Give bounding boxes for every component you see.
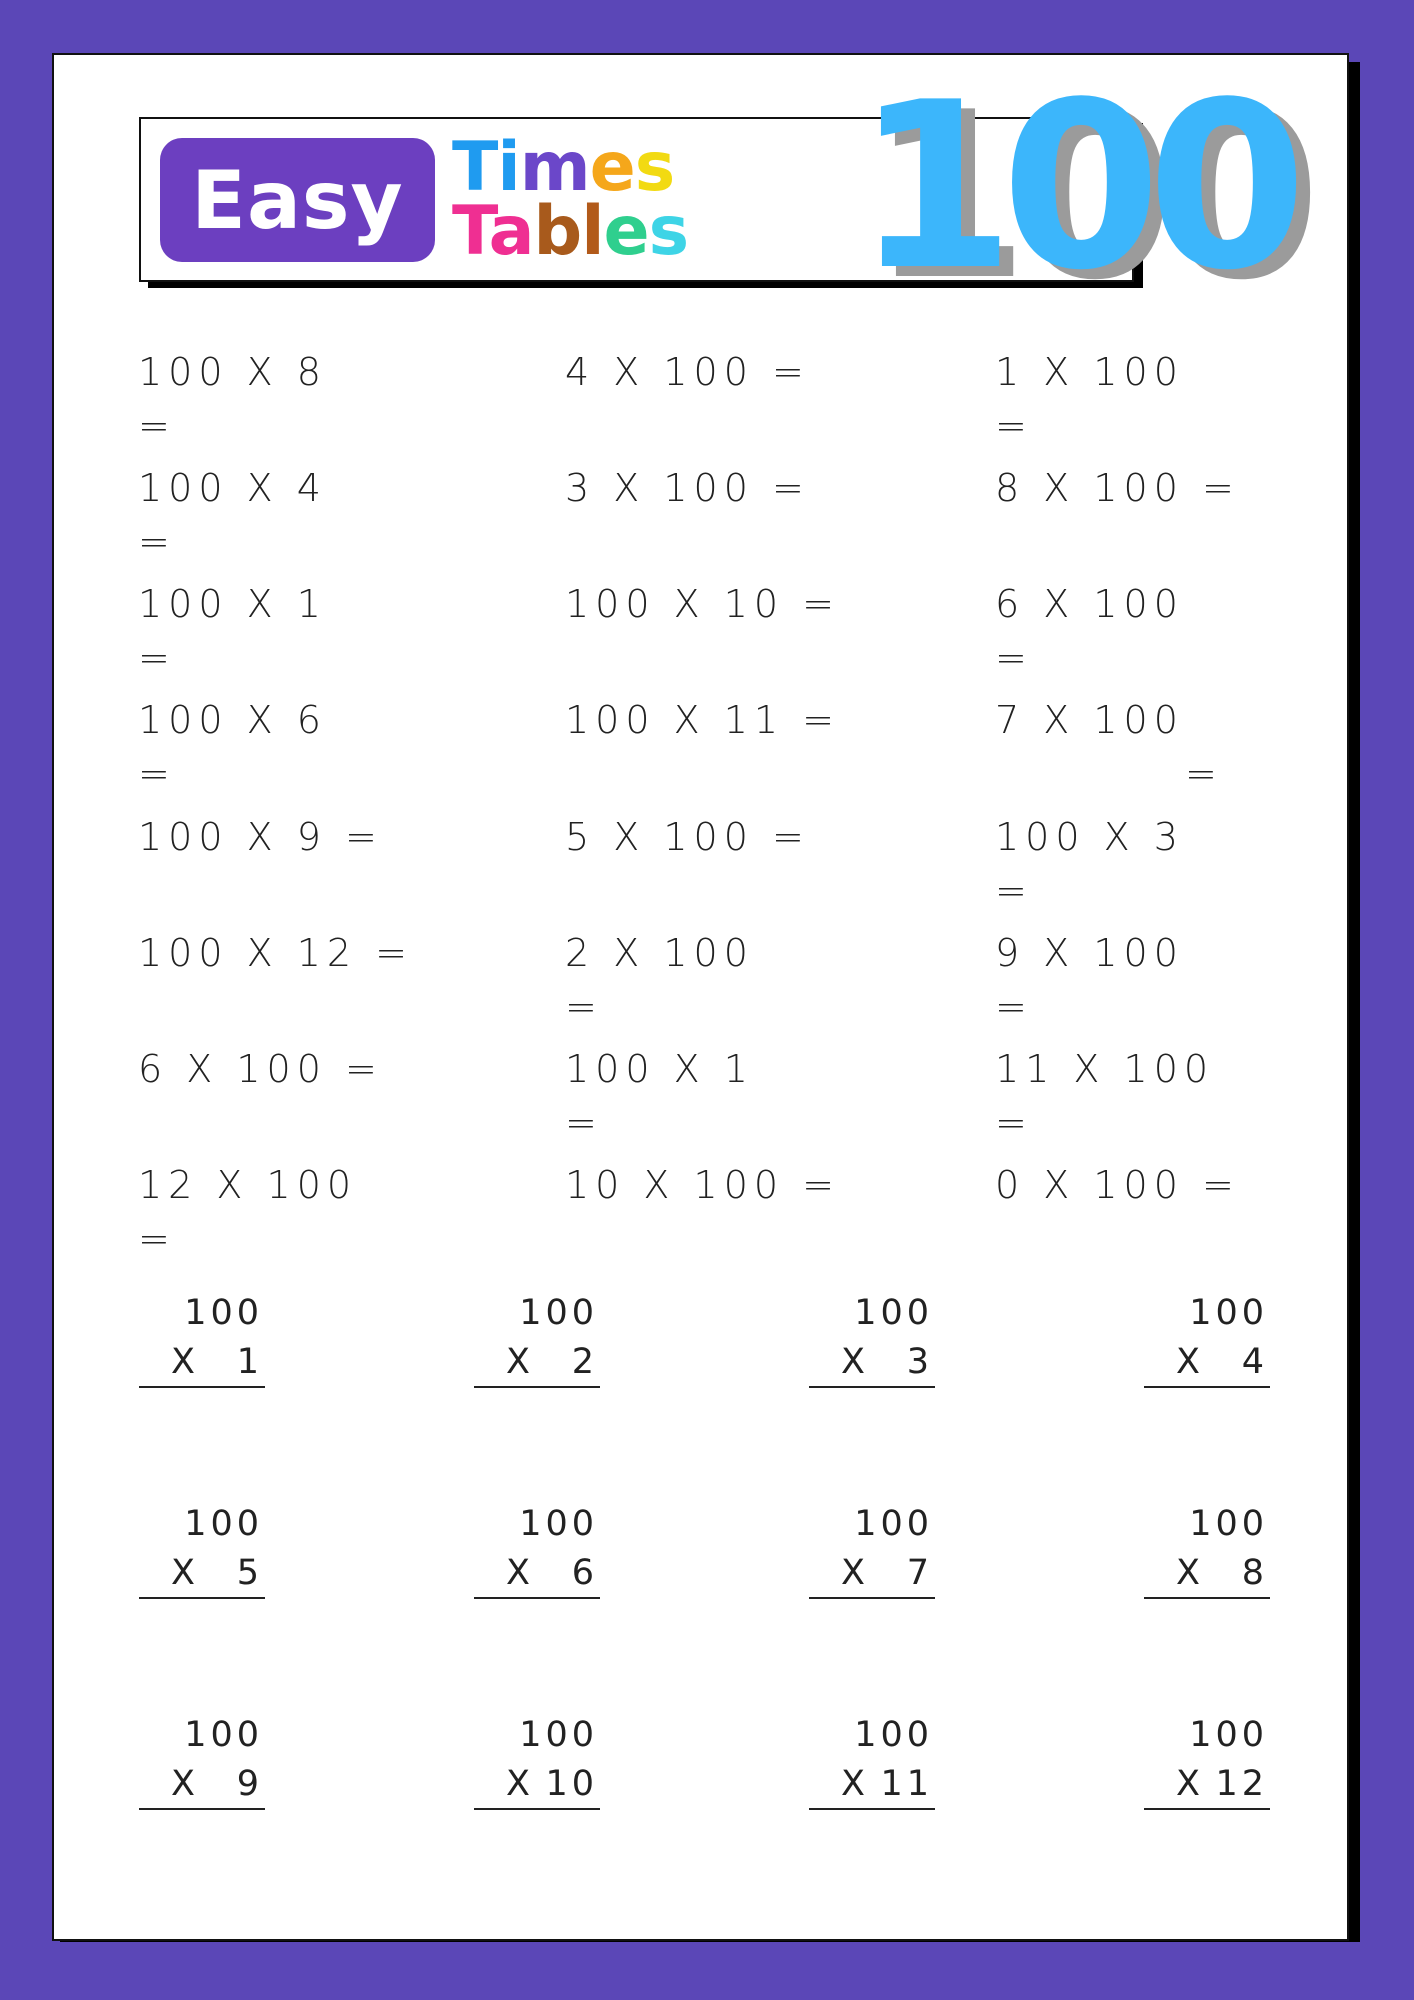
title-letter: s — [648, 192, 689, 271]
problem — [565, 693, 840, 747]
problem-text: 100 X 1 — [565, 1047, 754, 1091]
title-letter: e — [589, 128, 635, 207]
multiplier: 8 — [1241, 1553, 1268, 1593]
equals-sign: = — [138, 1217, 176, 1261]
problem — [138, 1042, 383, 1096]
problem-text: 100 X 12 = — [138, 931, 413, 975]
problem — [138, 810, 383, 864]
multiplicand: 100 — [519, 1715, 598, 1755]
times-sign: X — [171, 1764, 199, 1804]
times-sign: X — [506, 1342, 534, 1382]
multiplier-row — [809, 1338, 935, 1388]
title-letter: s — [634, 128, 675, 207]
equals-sign: = — [138, 404, 176, 448]
multiplicand: 100 — [854, 1504, 933, 1544]
multiplier-row — [474, 1549, 600, 1599]
multiplicand: 100 — [184, 1293, 263, 1333]
title-letter: b — [533, 192, 582, 271]
multiplicand: 100 — [184, 1715, 263, 1755]
multiplier: 12 — [1215, 1764, 1268, 1804]
easy-badge — [160, 138, 435, 262]
problem — [565, 926, 754, 1034]
problem-text: 0 X 100 = — [995, 1163, 1240, 1207]
problem-text: 100 X 8 — [138, 350, 327, 394]
times-sign: X — [841, 1553, 869, 1593]
equals-sign: = — [565, 985, 603, 1029]
vertical-problem — [809, 1288, 935, 1388]
easy-label: Easy — [191, 153, 404, 247]
problem — [138, 461, 327, 569]
title-letter: l — [581, 192, 604, 271]
title-letter: a — [488, 192, 534, 271]
equals-sign: = — [995, 404, 1033, 448]
multiplier: 3 — [906, 1342, 933, 1382]
tables-word — [452, 192, 689, 271]
multiplicand: 100 — [519, 1504, 598, 1544]
big-number-logo: 100 — [855, 54, 1294, 321]
problem-text: 11 X 100 — [995, 1047, 1215, 1091]
multiplier-row — [139, 1760, 265, 1810]
multiplier-row — [474, 1338, 600, 1388]
multiplier-row — [139, 1338, 265, 1388]
equals-sign: = — [995, 869, 1033, 913]
problem-text: 3 X 100 = — [565, 466, 810, 510]
problem-text: 4 X 100 = — [565, 350, 810, 394]
title-letter: i — [497, 128, 520, 207]
multiplier-row — [1144, 1760, 1270, 1810]
multiplicand: 100 — [184, 1504, 263, 1544]
problem — [565, 345, 810, 399]
vertical-problem — [474, 1710, 600, 1810]
problem — [995, 345, 1184, 453]
problem-text: 100 X 11 = — [565, 698, 840, 742]
problem-text: 100 X 6 — [138, 698, 327, 742]
title-letter: T — [452, 128, 498, 207]
vertical-problem — [1144, 1288, 1270, 1388]
problem — [995, 577, 1184, 685]
times-sign: X — [171, 1553, 199, 1593]
problem — [995, 1042, 1214, 1150]
multiplicand: 100 — [854, 1293, 933, 1333]
times-sign: X — [506, 1764, 534, 1804]
problem — [138, 345, 327, 453]
problem-text: 9 X 100 — [995, 931, 1184, 975]
multiplicand: 100 — [519, 1293, 598, 1333]
problem — [138, 577, 327, 685]
problem — [995, 926, 1184, 1034]
problem-text: 12 X 100 — [138, 1163, 358, 1207]
times-sign: X — [1176, 1764, 1204, 1804]
multiplicand: 100 — [1189, 1715, 1268, 1755]
problem-text: 100 X 3 — [995, 815, 1184, 859]
vertical-problem — [139, 1288, 265, 1388]
times-sign: X — [841, 1764, 869, 1804]
problem-text: 5 X 100 = — [565, 815, 810, 859]
equals-sign: = — [995, 636, 1033, 680]
title-letter: T — [452, 192, 489, 271]
problem-text: 10 X 100 = — [565, 1163, 840, 1207]
times-sign: X — [1176, 1553, 1204, 1593]
multiplicand: 100 — [1189, 1293, 1268, 1333]
vertical-problem — [139, 1710, 265, 1810]
multiplier: 6 — [571, 1553, 598, 1593]
vertical-problem — [474, 1288, 600, 1388]
problem-text: 7 X 100 — [995, 698, 1184, 742]
problem-text: 100 X 10 = — [565, 582, 840, 626]
problem — [138, 693, 327, 801]
multiplier: 10 — [545, 1764, 598, 1804]
problem-text: 6 X 100 = — [138, 1047, 383, 1091]
multiplier: 7 — [906, 1553, 933, 1593]
problem — [565, 1042, 754, 1150]
multiplier: 1 — [236, 1342, 263, 1382]
equals-sign: = — [995, 985, 1033, 1029]
problem-text: 100 X 4 — [138, 466, 327, 510]
vertical-problem — [809, 1499, 935, 1599]
title-letter: e — [603, 192, 649, 271]
problem — [138, 1158, 357, 1266]
problem — [565, 461, 810, 515]
equals-sign: = — [138, 752, 176, 796]
problem-text: 2 X 100 — [565, 931, 754, 975]
multiplicand: 100 — [1189, 1504, 1268, 1544]
times-sign: X — [1176, 1342, 1204, 1382]
multiplier-row — [1144, 1549, 1270, 1599]
equals-sign: = — [138, 636, 176, 680]
multiplicand: 100 — [854, 1715, 933, 1755]
equals-sign: = — [995, 1101, 1033, 1145]
multiplier: 11 — [880, 1764, 933, 1804]
equals-sign: = — [565, 1101, 603, 1145]
times-sign: X — [506, 1553, 534, 1593]
equals-sign: = — [138, 520, 176, 564]
problem — [565, 810, 810, 864]
vertical-problem — [1144, 1499, 1270, 1599]
vertical-problem — [809, 1710, 935, 1810]
problem — [995, 461, 1240, 515]
multiplier: 4 — [1241, 1342, 1268, 1382]
multiplier-row — [809, 1760, 935, 1810]
problem-text: 100 X 1 — [138, 582, 327, 626]
problem — [995, 693, 1223, 801]
multiplier-row — [1144, 1338, 1270, 1388]
problem — [995, 1158, 1240, 1212]
equals-sign: = — [1185, 752, 1223, 796]
multiplier: 9 — [236, 1764, 263, 1804]
times-sign: X — [841, 1342, 869, 1382]
problem-text: 6 X 100 — [995, 582, 1184, 626]
problem — [138, 926, 413, 980]
problem — [995, 810, 1184, 918]
title-letter: m — [519, 128, 590, 207]
multiplier-row — [474, 1760, 600, 1810]
vertical-problem — [474, 1499, 600, 1599]
vertical-problem — [139, 1499, 265, 1599]
problem-text: 8 X 100 = — [995, 466, 1240, 510]
multiplier-row — [139, 1549, 265, 1599]
multiplier: 5 — [236, 1553, 263, 1593]
multiplier-row — [809, 1549, 935, 1599]
problem-text: 100 X 9 = — [138, 815, 383, 859]
problem-text: 1 X 100 — [995, 350, 1184, 394]
vertical-problem — [1144, 1710, 1270, 1810]
problem — [565, 1158, 840, 1212]
times-sign: X — [171, 1342, 199, 1382]
multiplier: 2 — [571, 1342, 598, 1382]
problem — [565, 577, 840, 631]
